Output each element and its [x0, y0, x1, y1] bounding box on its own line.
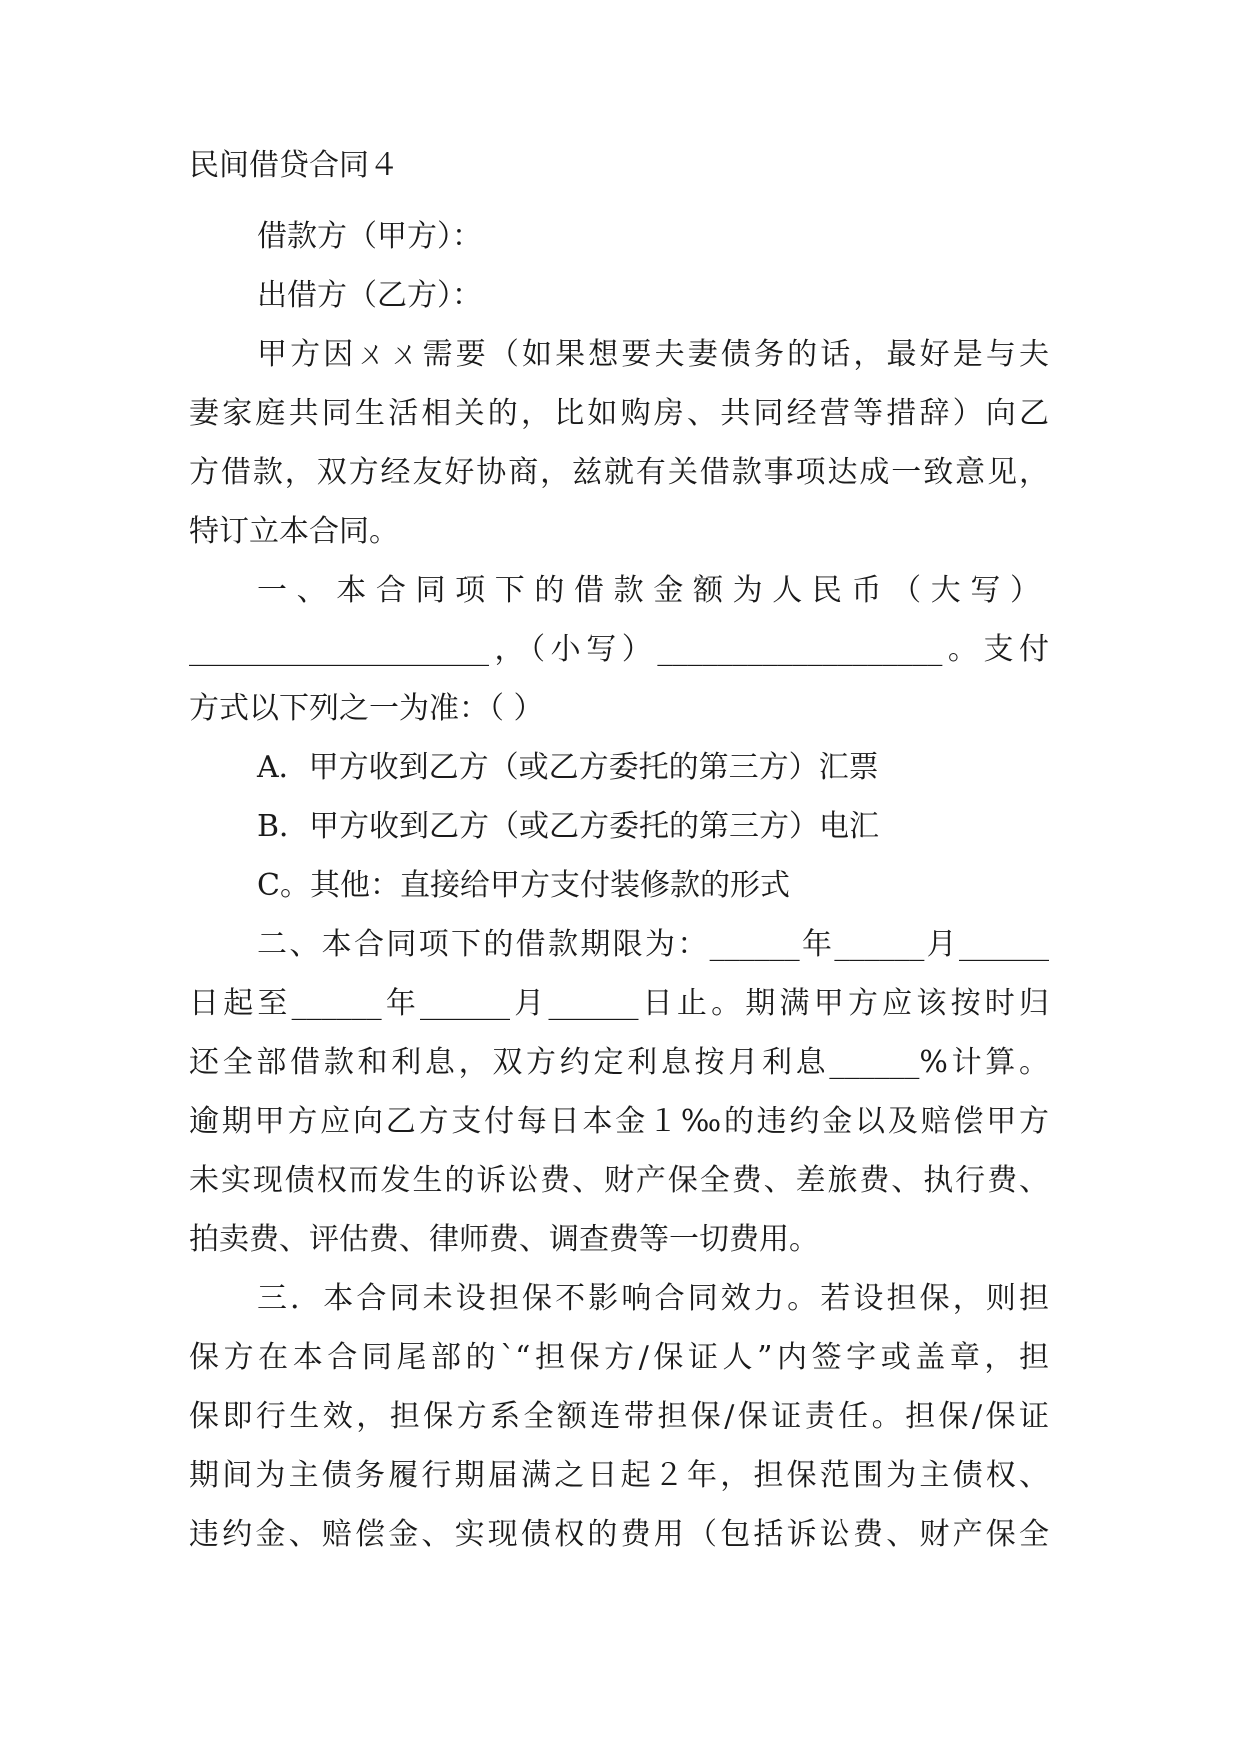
- clause-two-line-4: 逾期甲方应向乙方支付每日本金１‰的违约金以及赔偿甲方: [189, 1104, 1049, 1139]
- payment-option-a: A．甲方收到乙方（或乙方委托的第三方）汇票: [257, 750, 879, 785]
- preamble-line-1: 甲方因ㄨㄨ需要（如果想要夫妻债务的话，最好是与夫: [257, 337, 1049, 372]
- contract-body: [189, 148, 1049, 1564]
- lender-line: 出借方（乙方）：: [257, 278, 482, 313]
- clause-three-line-5: 违约金、赔偿金、实现债权的费用（包括诉讼费、财产保全: [189, 1517, 1049, 1552]
- clause-three-line-1: 三．本合同未设担保不影响合同效力。若设担保，则担: [257, 1281, 1049, 1316]
- payment-option-b: B．甲方收到乙方（或乙方委托的第三方）电汇: [257, 809, 880, 844]
- clause-three-line-4: 期间为主债务履行期届满之日起２年，担保范围为主债权、: [189, 1458, 1049, 1493]
- clause-one-line-3: 方式以下列之一为准：（ ）: [189, 691, 544, 726]
- document-title: 民间借贷合同４: [189, 148, 399, 183]
- borrower-line: 借款方（甲方）：: [257, 219, 482, 254]
- clause-three-line-2: 保方在本合同尾部的`“担保方/保证人”内签字或盖章，担: [189, 1340, 1049, 1375]
- preamble-line-4: 特订立本合同。: [189, 514, 399, 549]
- clause-two-line-3: 还全部借款和利息，双方约定利息按月利息______%计算。: [189, 1045, 1049, 1080]
- clause-three-line-3: 保即行生效，担保方系全额连带担保/保证责任。担保/保证: [189, 1399, 1049, 1434]
- clause-one-line-1: 一、本合同项下的借款金额为人民币（大写）: [257, 573, 1049, 608]
- clause-two-line-1: 二、本合同项下的借款期限为：______年______月______: [257, 927, 1049, 962]
- clause-one-line-2: ____________________，（小写）___________________。支付: [189, 632, 1049, 667]
- preamble-line-2: 妻家庭共同生活相关的，比如购房、共同经营等措辞）向乙: [189, 396, 1049, 431]
- payment-option-c: C。其他：直接给甲方支付装修款的形式: [257, 868, 790, 903]
- preamble-line-3: 方借款，双方经友好协商，兹就有关借款事项达成一致意见，: [189, 455, 1049, 490]
- clause-two-line-5: 未实现债权而发生的诉讼费、财产保全费、差旅费、执行费、: [189, 1163, 1049, 1198]
- clause-two-line-2: 日起至______年______月______日止。期满甲方应该按时归: [189, 986, 1049, 1021]
- clause-two-line-6: 拍卖费、评估费、律师费、调查费等一切费用。: [189, 1222, 819, 1257]
